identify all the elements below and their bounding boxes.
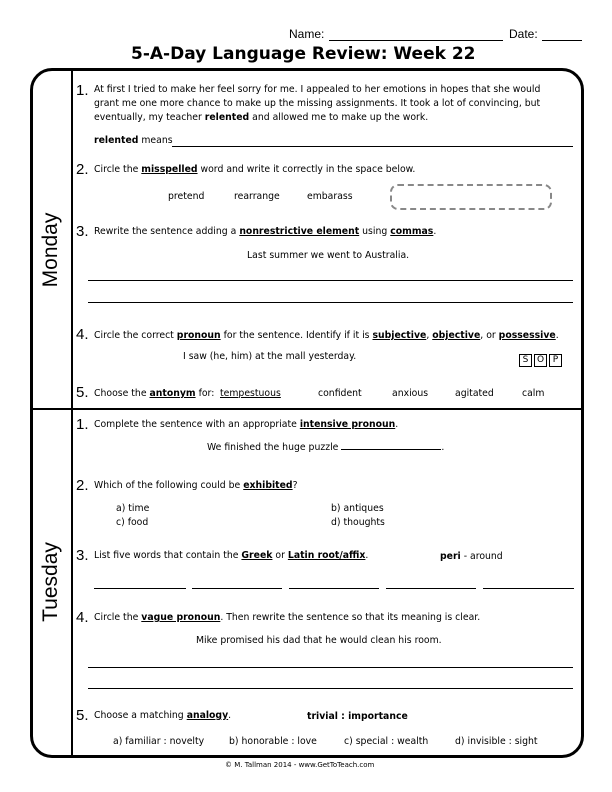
tuesday-q1-number: 1.	[76, 416, 89, 433]
tuesday-q3-prompt: List five words that contain the Greek or Latin root/affix.	[94, 550, 369, 561]
word-answer-line[interactable]	[289, 588, 379, 589]
spelling-word[interactable]: rearrange	[234, 191, 280, 202]
monday-q5-prompt: Choose the antonym for:	[94, 388, 215, 399]
monday-q3-sentence: Last summer we went to Australia.	[247, 250, 410, 261]
monday-q4-number: 4.	[76, 326, 89, 343]
monday-q1-answer-prompt: relented means	[94, 135, 173, 146]
word-answer-line[interactable]	[94, 588, 186, 589]
copyright-footer: © M. Tallman 2014 - www.GetToTeach.com	[225, 761, 375, 769]
word-answer-line[interactable]	[386, 588, 476, 589]
monday-q3-number: 3.	[76, 223, 89, 240]
exhibited-option[interactable]: b) antiques	[331, 503, 384, 514]
monday-label: Monday	[39, 212, 62, 288]
answer-line[interactable]	[88, 667, 573, 668]
analogy-choice[interactable]: d) invisible : sight	[455, 736, 538, 747]
day-divider	[31, 408, 583, 410]
tuesday-q2-number: 2.	[76, 477, 89, 494]
tuesday-q4-sentence[interactable]: Mike promised his dad that he would clean his room.	[196, 635, 442, 646]
analogy-pair: trivial : importance	[307, 711, 408, 722]
analogy-choice[interactable]: a) familiar : novelty	[113, 736, 205, 747]
subjective-box[interactable]: S	[519, 354, 532, 367]
monday-q5-number: 5.	[76, 384, 89, 401]
exhibited-option[interactable]: c) food	[116, 517, 149, 528]
monday-q3-prompt: Rewrite the sentence adding a nonrestrictive element using commas.	[94, 226, 437, 237]
tuesday-q4-number: 4.	[76, 609, 89, 626]
monday-q4-sentence[interactable]: I saw (he, him) at the mall yesterday.	[183, 351, 357, 362]
tuesday-q1-sentence: We finished the huge puzzle .	[207, 442, 445, 453]
tuesday-q2-prompt: Which of the following could be exhibited?	[94, 480, 298, 491]
monday-q2-number: 2.	[76, 161, 89, 178]
page-title: 5-A-Day Language Review: Week 22	[131, 44, 476, 64]
exhibited-option[interactable]: a) time	[116, 503, 150, 514]
spelling-answer-box[interactable]	[390, 184, 552, 210]
possessive-box[interactable]: P	[549, 354, 562, 367]
analogy-choice[interactable]: c) special : wealth	[344, 736, 429, 747]
monday-q1-line2: grant me one more chance to make up the missing assignments. It took a lot of convincing, but	[94, 98, 541, 109]
word-answer-line[interactable]	[483, 588, 574, 589]
tuesday-label: Tuesday	[39, 542, 62, 622]
analogy-choice[interactable]: b) honorable : love	[229, 736, 317, 747]
tuesday-q3-number: 3.	[76, 547, 89, 564]
answer-line[interactable]	[88, 688, 573, 689]
antonym-choice[interactable]: agitated	[455, 388, 494, 399]
word-answer-line[interactable]	[192, 588, 282, 589]
spelling-word[interactable]: pretend	[168, 191, 205, 202]
antonym-target-word: tempestuous	[220, 388, 281, 399]
tuesday-q5-prompt: Choose a matching analogy.	[94, 710, 232, 721]
antonym-choice[interactable]: calm	[522, 388, 545, 399]
antonym-choice[interactable]: anxious	[392, 388, 429, 399]
intensive-pronoun-blank[interactable]	[341, 440, 441, 450]
exhibited-option[interactable]: d) thoughts	[331, 517, 385, 528]
monday-q1-line3: eventually, my teacher relented and allowed me to make up the work.	[94, 112, 429, 123]
monday-q1-answer-line[interactable]	[172, 146, 573, 147]
monday-q2-prompt: Circle the misspelled word and write it correctly in the space below.	[94, 164, 416, 175]
day-column-divider	[71, 69, 73, 757]
monday-q1-number: 1.	[76, 82, 89, 99]
objective-box[interactable]: O	[534, 354, 547, 367]
vocab-word: relented	[204, 112, 250, 123]
antonym-choice[interactable]: confident	[318, 388, 362, 399]
name-line[interactable]	[329, 40, 503, 41]
tuesday-q1-prompt: Complete the sentence with an appropriate intensive pronoun.	[94, 419, 399, 430]
pronoun-type-boxes	[517, 347, 562, 367]
monday-q4-prompt: Circle the correct pronoun for the sentence. Identify if it is subjective, objective, or possessive.	[94, 330, 559, 341]
tuesday-q5-number: 5.	[76, 707, 89, 724]
date-label: Date:	[509, 27, 538, 41]
answer-line[interactable]	[88, 280, 573, 281]
date-line[interactable]	[542, 40, 582, 41]
monday-q1-line1: At first I tried to make her feel sorry for me. I appealed to her emotions in hopes that she would	[94, 84, 541, 95]
name-label: Name:	[289, 27, 325, 41]
root-affix: peri - around	[440, 551, 503, 562]
answer-line[interactable]	[88, 302, 573, 303]
tuesday-q4-prompt: Circle the vague pronoun. Then rewrite the sentence so that its meaning is clear.	[94, 612, 481, 623]
spelling-word[interactable]: embarass	[307, 191, 353, 202]
